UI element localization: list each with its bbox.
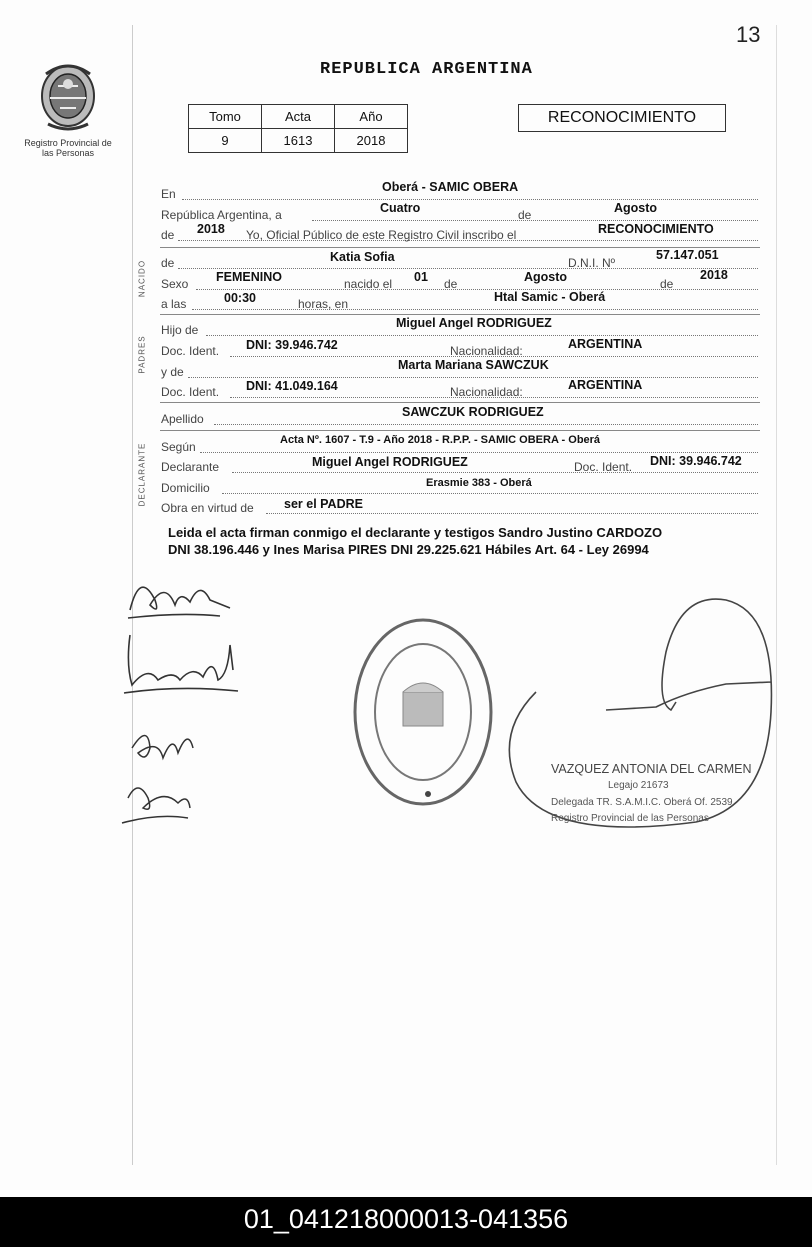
republica-label: República Argentina, a bbox=[161, 208, 282, 222]
document-id-footer: 01_041218000013-041356 bbox=[0, 1197, 812, 1247]
closing-line-2: DNI 38.196.446 y Ines Marisa PIRES DNI 29.225.621 Hábiles Art. 64 - Ley 26994 bbox=[168, 542, 649, 557]
apellido-label: Apellido bbox=[161, 412, 204, 426]
nacido-el-label: nacido el bbox=[344, 277, 393, 291]
dotted-line bbox=[206, 335, 758, 336]
nacido-de-label: de bbox=[161, 256, 175, 270]
official-seal-icon bbox=[348, 612, 498, 812]
sexo-label: Sexo bbox=[161, 277, 189, 291]
hora-value: 00:30 bbox=[224, 291, 256, 305]
madre-name: Marta Mariana SAWCZUK bbox=[398, 358, 549, 372]
en-value: Oberá - SAMIC OBERA bbox=[382, 180, 519, 194]
dotted-line bbox=[222, 493, 758, 494]
horas-label: horas, en bbox=[298, 297, 349, 311]
registrar-name: VAZQUEZ ANTONIA DEL CARMEN bbox=[551, 762, 752, 776]
month-value: Agosto bbox=[614, 201, 658, 215]
declarante-name: Miguel Angel RODRIGUEZ bbox=[312, 455, 468, 469]
obra-label: Obra en virtud de bbox=[161, 501, 254, 515]
table-header-tomo: Tomo bbox=[189, 105, 262, 129]
declarante-label: Declarante bbox=[161, 460, 220, 474]
delegada-text: Delegada TR. S.A.M.I.C. Oberá Of. 2539 bbox=[551, 797, 733, 808]
segun-label: Según bbox=[161, 440, 196, 454]
closing-line-1: Leida el acta firman conmigo el declarante y testigos Sandro Justino CARDOZO bbox=[168, 525, 663, 540]
year-value: 2018 bbox=[197, 222, 225, 236]
registro-stamp-text: Registro Provincial de las Personas bbox=[551, 813, 709, 824]
dotted-line bbox=[178, 268, 758, 269]
day-value: Cuatro bbox=[380, 201, 421, 215]
coat-of-arms-icon bbox=[36, 54, 100, 132]
de-label: de bbox=[518, 208, 532, 222]
madre-dni: DNI: 41.049.164 bbox=[246, 379, 338, 393]
dni-label: D.N.I. Nº bbox=[568, 256, 616, 270]
dia-value: 01 bbox=[414, 270, 428, 284]
section-divider bbox=[160, 314, 760, 315]
document-title: REPUBLICA ARGENTINA bbox=[320, 60, 533, 79]
table-value-anio: 2018 bbox=[335, 129, 408, 153]
de-label: de bbox=[161, 228, 175, 242]
dotted-line bbox=[266, 513, 758, 514]
dotted-line bbox=[214, 424, 758, 425]
record-type-box: RECONOCIMIENTO bbox=[518, 104, 726, 132]
doc-ident-label: Doc. Ident. bbox=[574, 460, 633, 474]
dotted-line bbox=[188, 377, 758, 378]
table-header-acta: Acta bbox=[262, 105, 335, 129]
dotted-line bbox=[182, 199, 758, 200]
declarante-section-label: DECLARANTE bbox=[137, 442, 147, 507]
de-label: de bbox=[660, 277, 674, 291]
table-value-tomo: 9 bbox=[189, 129, 262, 153]
section-divider bbox=[160, 430, 760, 431]
doc-ident-label: Doc. Ident. bbox=[161, 344, 220, 358]
signature-3-icon bbox=[118, 718, 208, 828]
nacionalidad-label: Nacionalidad: bbox=[450, 385, 523, 399]
nacido-section-label: NACIDO bbox=[137, 259, 147, 298]
anio-value: 2018 bbox=[700, 268, 728, 282]
dotted-line bbox=[192, 309, 758, 310]
dotted-line bbox=[200, 452, 758, 453]
padre-dni: DNI: 39.946.742 bbox=[246, 338, 338, 352]
signature-2-icon bbox=[118, 625, 248, 705]
segun-value: Acta Nº. 1607 - T.9 - Año 2018 - R.P.P. - SAMIC OBERA - Oberá bbox=[280, 434, 601, 446]
obra-value: ser el PADRE bbox=[284, 497, 363, 511]
sexo-value: FEMENINO bbox=[216, 270, 282, 284]
right-margin-line bbox=[776, 25, 777, 1165]
inscribe-value: RECONOCIMIENTO bbox=[598, 222, 714, 236]
madre-nacionalidad: ARGENTINA bbox=[568, 378, 643, 392]
table-value-acta: 1613 bbox=[262, 129, 335, 153]
section-divider bbox=[160, 402, 760, 403]
signature-1-icon bbox=[120, 560, 240, 630]
y-de-label: y de bbox=[161, 365, 184, 379]
de-label: de bbox=[444, 277, 458, 291]
legajo-text: Legajo 21673 bbox=[608, 780, 669, 791]
page-number: 13 bbox=[736, 22, 761, 47]
table-header-anio: Año bbox=[335, 105, 408, 129]
hijo-de-label: Hijo de bbox=[161, 323, 199, 337]
closing-statement bbox=[168, 524, 768, 558]
child-name: Katia Sofia bbox=[330, 250, 395, 264]
en-label: En bbox=[161, 187, 176, 201]
yo-text: Yo, Oficial Público de este Registro Civil inscribo el bbox=[246, 228, 517, 242]
padre-name: Miguel Angel RODRIGUEZ bbox=[396, 316, 552, 330]
apellido-value: SAWCZUK RODRIGUEZ bbox=[402, 405, 544, 419]
registro-label: Registro Provincial de las Personas bbox=[24, 138, 112, 158]
dotted-line bbox=[232, 472, 758, 473]
tomo-acta-anio-table bbox=[188, 104, 408, 153]
nacionalidad-label: Nacionalidad: bbox=[450, 344, 523, 358]
padres-section-label: PADRES bbox=[137, 335, 147, 374]
alas-label: a las bbox=[161, 297, 187, 311]
dotted-line bbox=[312, 220, 758, 221]
dotted-line bbox=[196, 289, 758, 290]
lugar-value: Htal Samic - Oberá bbox=[494, 290, 606, 304]
domicilio-value: Erasmie 383 - Oberá bbox=[426, 477, 532, 489]
domicilio-label: Domicilio bbox=[161, 481, 210, 495]
doc-ident-label: Doc. Ident. bbox=[161, 385, 220, 399]
declarante-dni: DNI: 39.946.742 bbox=[650, 454, 742, 468]
padre-nacionalidad: ARGENTINA bbox=[568, 337, 643, 351]
mes-value: Agosto bbox=[524, 270, 568, 284]
child-dni: 57.147.051 bbox=[656, 248, 719, 262]
